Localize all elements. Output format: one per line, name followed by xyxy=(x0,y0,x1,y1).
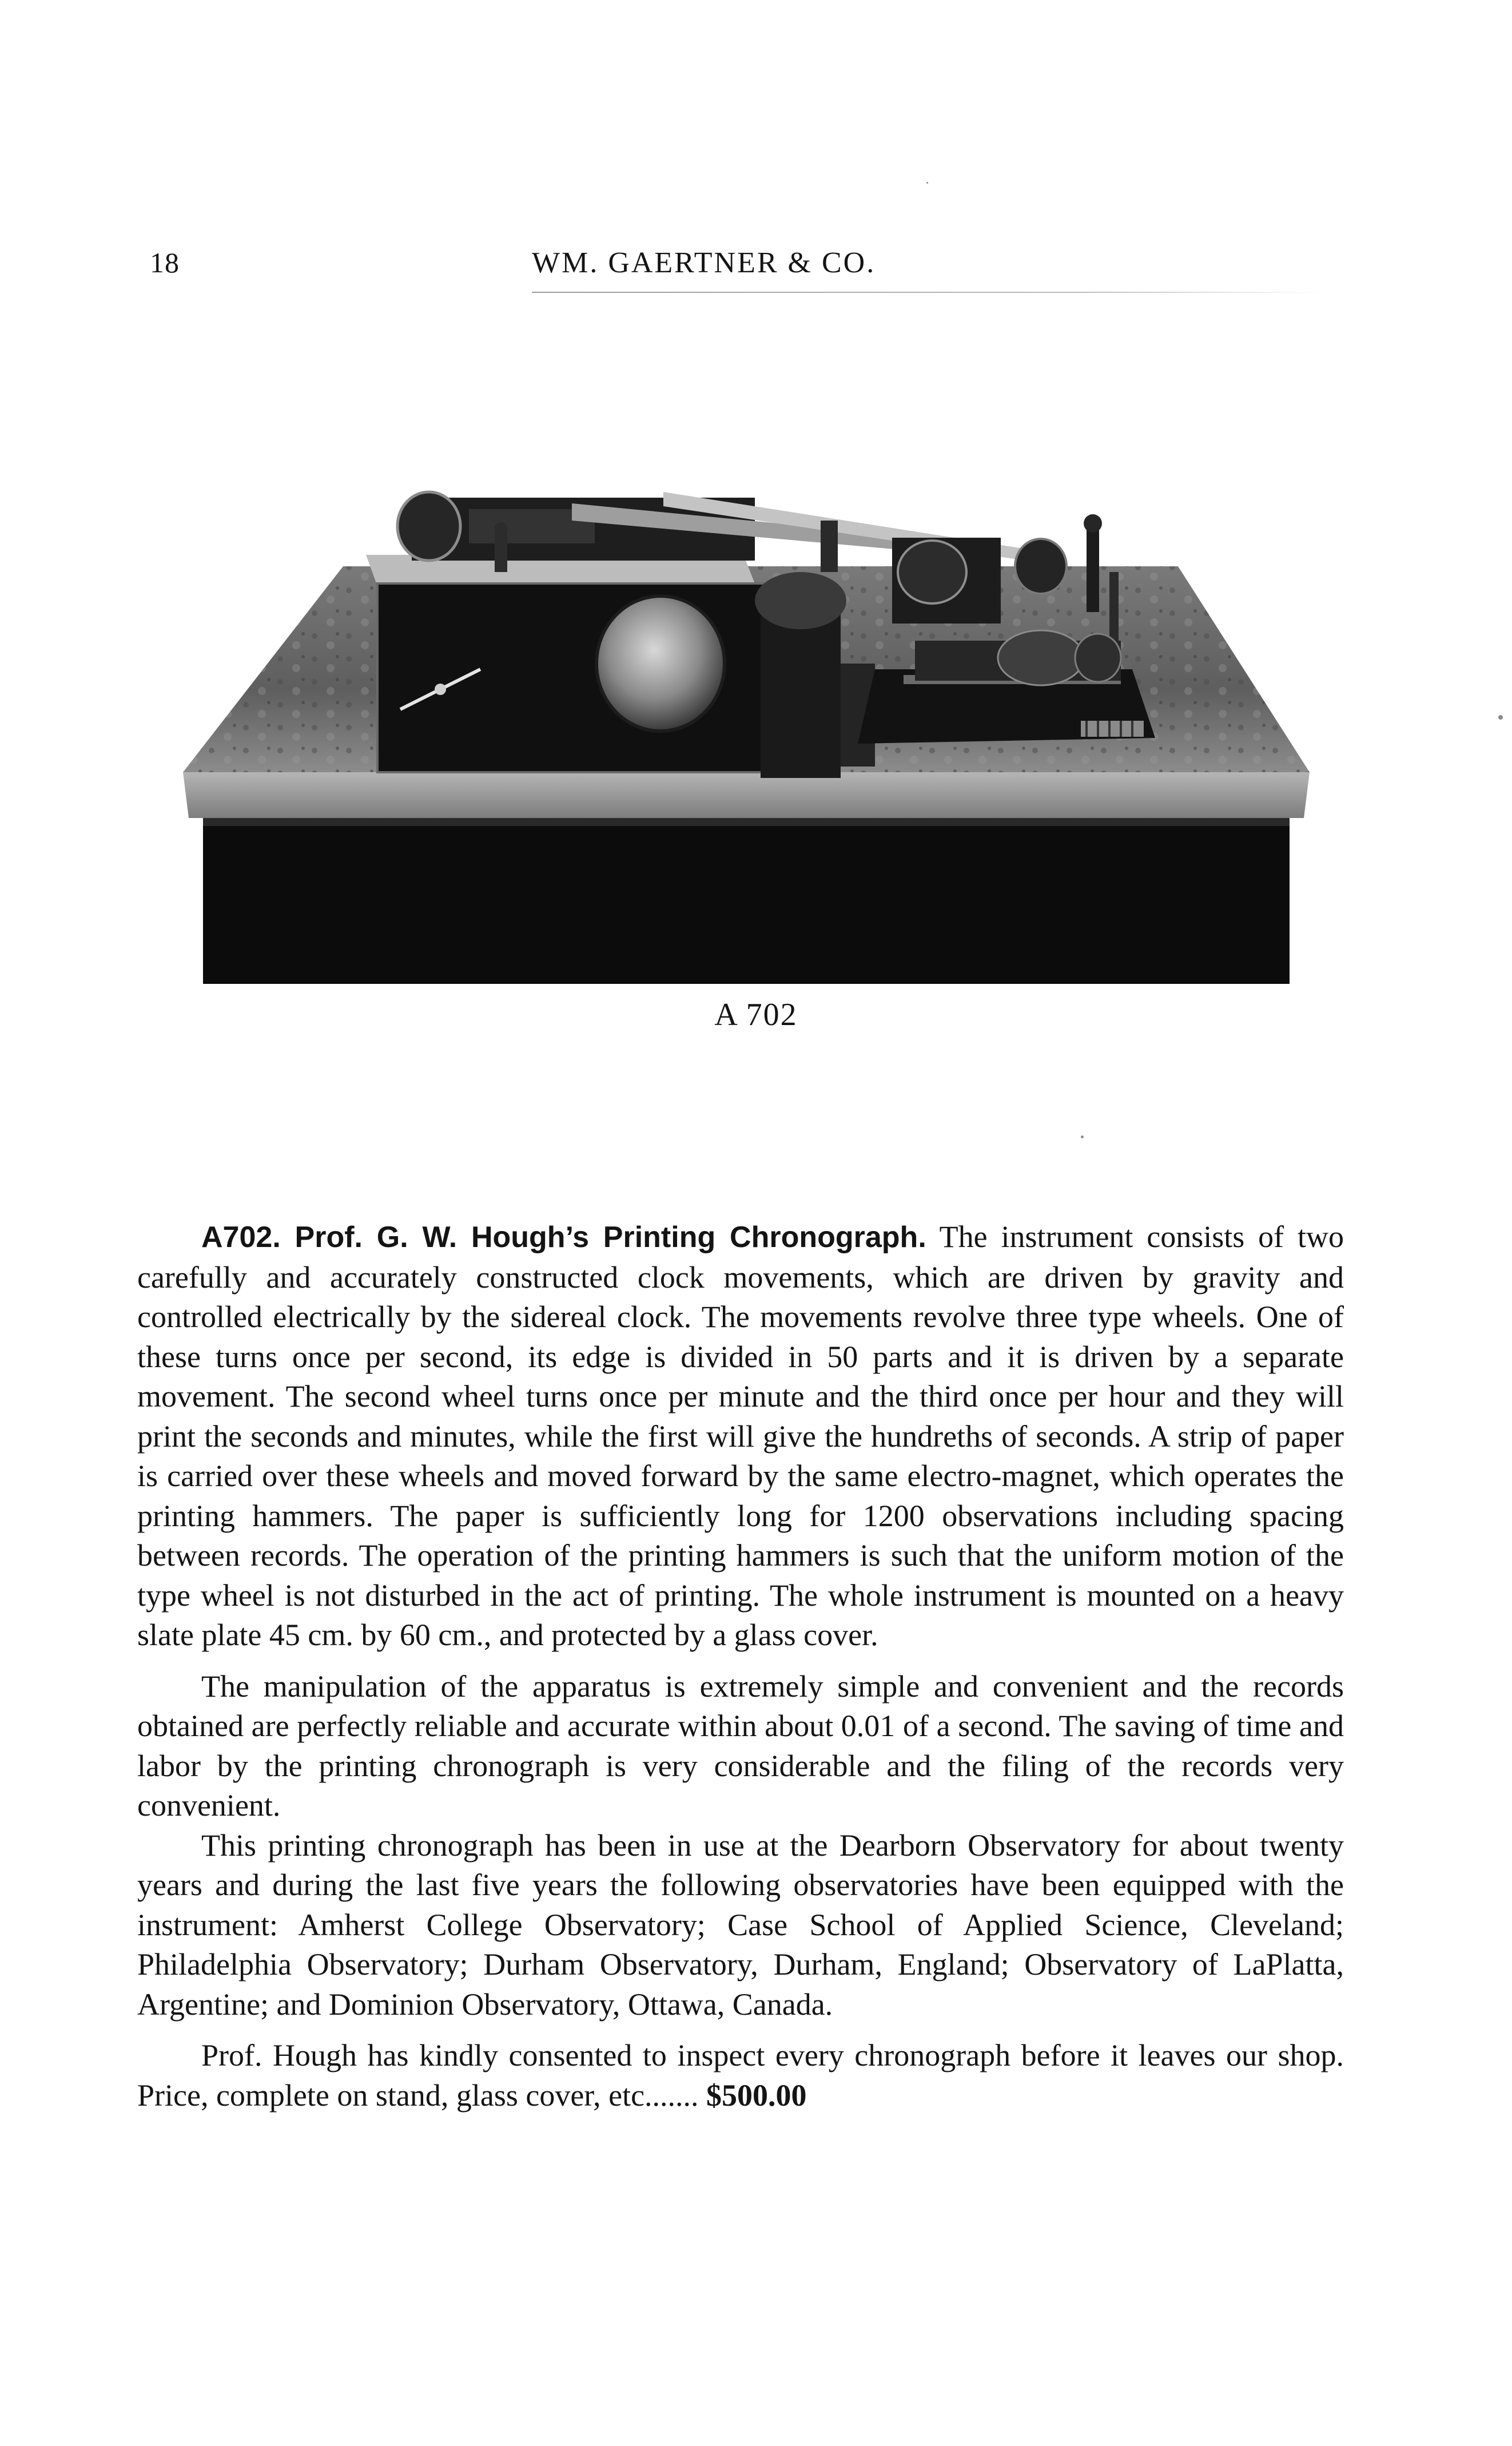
paragraph-4-text: Prof. Hough has kindly consented to inspect every chronograph before it leaves our shop. Price, complete on stand, glass cover, etc....... xyxy=(137,2038,1344,2113)
article-body xyxy=(137,1217,1344,2115)
header-rule xyxy=(532,292,1321,293)
chronograph-photo xyxy=(172,423,1315,984)
page-number: 18 xyxy=(150,247,180,279)
figure-caption: A 702 xyxy=(714,997,798,1033)
paragraph-4 xyxy=(137,2036,1344,2115)
paragraph-3: This printing chronograph has been in use at the Dearborn Observatory for about twenty years and during the last five years the following observatories have been equipped with the instrument: Amherst College Observatory; Case School of Applied Science, Cleveland; Philadelphia Observatory; Durham Observatory, Durham, England; Observatory of LaPlatta, Argentine; and Dominion Observatory, Ottawa, Canada. xyxy=(137,1828,1344,2022)
paragraph-2: The manipulation of the apparatus is extremely simple and convenient and the records obtained are perfectly reliable and accurate within about 0.01 of a second. The saving of time and labor by the printing chronograph is very considerable and the filing of the records very convenient. xyxy=(137,1669,1344,1822)
item-heading: A702. Prof. G. W. Hough’s Printing Chronograph. xyxy=(201,1221,926,1254)
paragraph-1-text: The instrument consists of two carefully and accurately constructed clock movements, which are driven by gravity and controlled electrically by the sidereal clock. The movements revolve three type wheels. One of these turns once per second, its edge is divided in 50 parts and it is driven by a separate movement. The second wheel turns once per minute and the third once per hour and they will print the seconds and minutes, while the first will give the hundreths of seconds. A strip of paper is carried over these wheels and moved forward by the same electro-magnet, which operates the printing hammers. The paper is sufficiently long for 1200 observations including spacing between records. The operation of the printing hammers is such that the uniform motion of the type wheel is not disturbed in the act of printing. The whole instrument is mounted on a heavy slate plate 45 cm. by 60 cm., and protected by a glass cover. xyxy=(137,1220,1344,1652)
paragraph-1 xyxy=(137,1217,1344,1655)
price: $500.00 xyxy=(706,2078,807,2113)
running-head: WM. GAERTNER & CO. xyxy=(532,247,876,279)
